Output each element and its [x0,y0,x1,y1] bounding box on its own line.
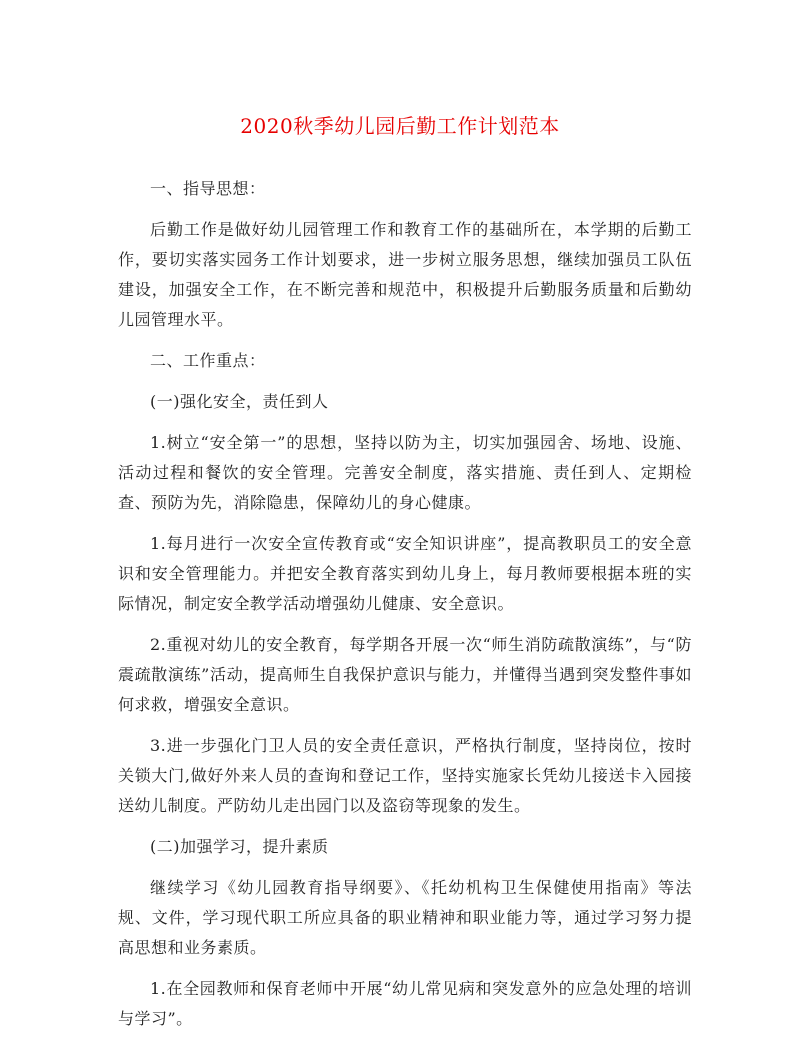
paragraph-safety-first: 1.树立“安全第一”的思想，坚持以防为主，切实加强园舍、场地、设施、活动过程和餐饮的安全管理。完善安全制度，落实措施、责任到人、定期检查、预防为先，消除隐患，保障幼儿的身心健康。 [118,433,692,512]
paragraph-guards: 3.进一步强化门卫人员的安全责任意识，严格执行制度，坚持岗位，按时关锁大门,做好外来人员的查询和登记工作，坚持实施家长凭幼儿接送卡入园接送幼儿制度。严防幼儿走出园门以及盗窃等现象的发生。 [118,736,692,815]
subsection-heading-safety: (一)强化安全，责任到人 [150,392,329,411]
paragraph-monthly-education: 1.每月进行一次安全宣传教育或“安全知识讲座”，提高教职员工的安全意识和安全管理能力。并把安全教育落实到幼儿身上，每月教师要根据本班的实际情况，制定安全教学活动增强幼儿健康、安全意识。 [118,534,692,613]
paragraph-drills: 2.重视对幼儿的安全教育，每学期各开展一次“师生消防疏散演练”，与“防震疏散演练”活动，提高师生自我保护意识与能力，并懂得当遇到突发整件事如何求救，增强安全意识。 [118,635,692,714]
paragraph-training: 1.在全园教师和保育老师中开展“幼儿常见病和突发意外的应急处理的培训与学习”。 [118,979,692,1028]
section-heading-guiding-thought: 一、指导思想： [150,179,266,198]
paragraph-continue-learning: 继续学习《幼儿园教育指导纲要》、《托幼机构卫生保健使用指南》等法规、文件，学习现代职工所应具备的职业精神和职业能力等，通过学习努力提高思想和业务素质。 [118,878,692,957]
paragraph-intro: 后勤工作是做好幼儿园管理工作和教育工作的基础所在，本学期的后勤工作，要切实落实园务工作计划要求，进一步树立服务思想，继续加强员工队伍建设，加强安全工作，在不断完善和规范中，积极提升后勤服务质量和后勤幼儿园管理水平。 [118,220,692,329]
document-title: 2020秋季幼儿园后勤工作计划范本 [240,114,560,138]
section-heading-work-focus: 二、工作重点： [150,351,266,370]
document-body [118,174,692,1045]
subsection-heading-learning: (二)加强学习，提升素质 [150,837,329,856]
